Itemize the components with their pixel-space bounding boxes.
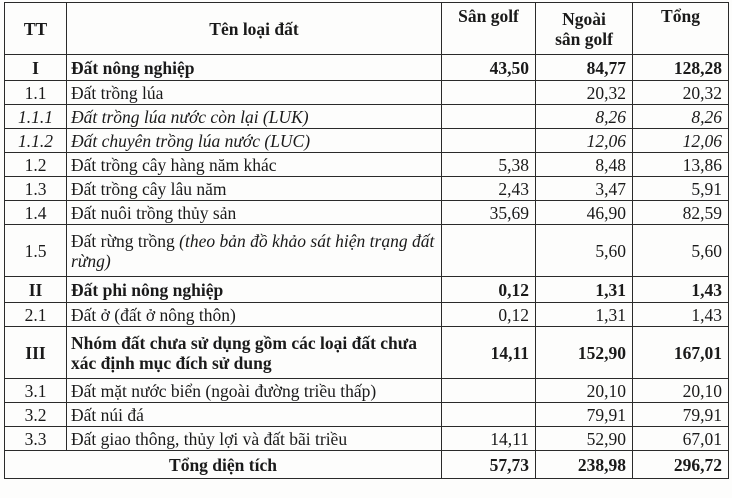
cell-golf: 14,11 (442, 427, 536, 451)
cell-name: Đất ở (đất ở nông thôn) (67, 303, 442, 327)
cell-tt: II (5, 277, 67, 303)
cell-tt: 1.1 (5, 81, 67, 105)
cell-tt: I (5, 55, 67, 81)
cell-outside: 5,60 (536, 225, 633, 277)
cell-golf: 35,69 (442, 201, 536, 225)
cell-outside: 46,90 (536, 201, 633, 225)
cell-name: Nhóm đất chưa sử dụng gồm các loại đất chưa xác định mục đích sử dung (67, 327, 442, 379)
cell-name: Đất trồng cây lâu năm (67, 177, 442, 201)
total-golf: 57,73 (442, 451, 536, 479)
cell-golf (442, 225, 536, 277)
cell-total: 13,86 (633, 153, 729, 177)
cell-golf: 0,12 (442, 277, 536, 303)
cell-golf (442, 129, 536, 153)
header-row (5, 3, 729, 55)
cell-tt: III (5, 327, 67, 379)
cell-total: 1,43 (633, 277, 729, 303)
table-row (5, 379, 729, 403)
cell-name: Đất núi đá (67, 403, 442, 427)
cell-total: 79,91 (633, 403, 729, 427)
cell-tt: 1.5 (5, 225, 67, 277)
cell-total: 5,60 (633, 225, 729, 277)
cell-total: 20,32 (633, 81, 729, 105)
cell-tt: 2.1 (5, 303, 67, 327)
table-row (5, 81, 729, 105)
cell-outside: 20,10 (536, 379, 633, 403)
cell-tt: 3.3 (5, 427, 67, 451)
cell-tt: 1.1.1 (5, 105, 67, 129)
cell-name: Đất chuyên trồng lúa nước (LUC) (67, 129, 442, 153)
total-row (5, 451, 729, 479)
cell-golf: 0,12 (442, 303, 536, 327)
cell-name: Đất nuôi trồng thủy sản (67, 201, 442, 225)
table-row (5, 225, 729, 277)
table-row (5, 55, 729, 81)
cell-name: Đất trồng lúa (67, 81, 442, 105)
cell-golf (442, 403, 536, 427)
cell-total: 20,10 (633, 379, 729, 403)
cell-golf (442, 81, 536, 105)
cell-golf (442, 105, 536, 129)
table-row (5, 129, 729, 153)
header-tt: TT (5, 3, 67, 55)
cell-total: 128,28 (633, 55, 729, 81)
cell-name-main: Đất rừng trồng (71, 230, 175, 251)
table-row (5, 427, 729, 451)
header-outside-line2: sân golf (555, 28, 613, 49)
cell-outside: 1,31 (536, 303, 633, 327)
cell-outside: 79,91 (536, 403, 633, 427)
cell-total: 167,01 (633, 327, 729, 379)
header-total: Tổng (633, 3, 729, 55)
table-row (5, 327, 729, 379)
table-row (5, 105, 729, 129)
total-label: Tổng diện tích (5, 451, 442, 479)
header-golf: Sân golf (442, 3, 536, 55)
header-name: Tên loại đất (67, 3, 442, 55)
cell-outside: 12,06 (536, 129, 633, 153)
cell-total: 12,06 (633, 129, 729, 153)
cell-total: 1,43 (633, 303, 729, 327)
total-total: 296,72 (633, 451, 729, 479)
cell-outside: 8,48 (536, 153, 633, 177)
cell-name: Đất giao thông, thủy lợi và đất bãi triều (67, 427, 442, 451)
cell-name: Đất phi nông nghiệp (67, 277, 442, 303)
header-outside (536, 3, 633, 55)
cell-tt: 1.4 (5, 201, 67, 225)
cell-outside: 3,47 (536, 177, 633, 201)
cell-golf: 14,11 (442, 327, 536, 379)
cell-golf: 43,50 (442, 55, 536, 81)
cell-outside: 1,31 (536, 277, 633, 303)
table-row (5, 153, 729, 177)
cell-tt: 1.3 (5, 177, 67, 201)
cell-outside: 152,90 (536, 327, 633, 379)
cell-name-note: (theo bản đồ khảo sát hiện trạng đất rừng) (71, 230, 435, 271)
cell-outside: 84,77 (536, 55, 633, 81)
cell-total: 5,91 (633, 177, 729, 201)
cell-golf: 2,43 (442, 177, 536, 201)
cell-tt: 3.1 (5, 379, 67, 403)
cell-golf: 5,38 (442, 153, 536, 177)
table-row (5, 277, 729, 303)
table-row (5, 303, 729, 327)
cell-name: Đất trồng cây hàng năm khác (67, 153, 442, 177)
cell-name: Đất trồng lúa nước còn lại (LUK) (67, 105, 442, 129)
cell-golf (442, 379, 536, 403)
table-row (5, 403, 729, 427)
land-area-table (4, 2, 729, 479)
table-row (5, 177, 729, 201)
cell-outside: 52,90 (536, 427, 633, 451)
cell-name (67, 225, 442, 277)
cell-tt: 1.1.2 (5, 129, 67, 153)
header-outside-line1: Ngoài (562, 8, 606, 29)
cell-total: 82,59 (633, 201, 729, 225)
cell-total: 67,01 (633, 427, 729, 451)
cell-name: Đất mặt nước biển (ngoài đường triều thấp) (67, 379, 442, 403)
table-row (5, 201, 729, 225)
cell-outside: 8,26 (536, 105, 633, 129)
cell-tt: 3.2 (5, 403, 67, 427)
cell-total: 8,26 (633, 105, 729, 129)
total-outside: 238,98 (536, 451, 633, 479)
cell-name: Đất nông nghiệp (67, 55, 442, 81)
cell-outside: 20,32 (536, 81, 633, 105)
cell-tt: 1.2 (5, 153, 67, 177)
